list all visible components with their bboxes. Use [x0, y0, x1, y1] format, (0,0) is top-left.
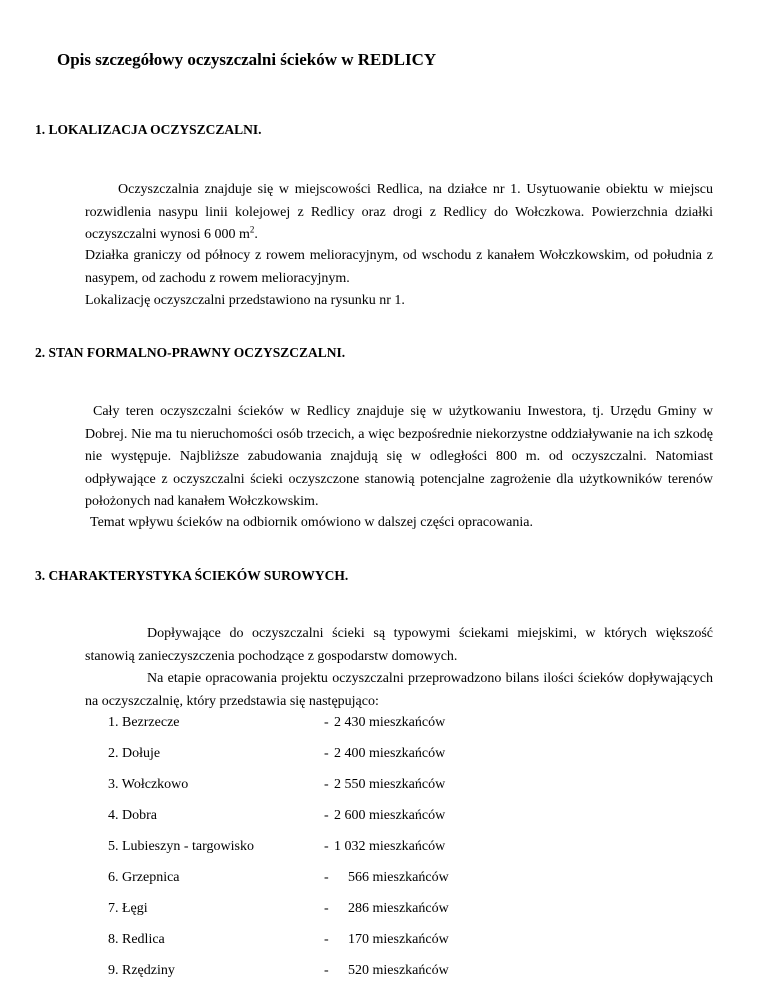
list-item-place: 2. Dołuje — [108, 746, 161, 761]
section-2-paragraph-2: Temat wpływu ścieków na odbiornik omówiono w dalszej części opracowania. — [90, 515, 534, 530]
list-item-dash: - — [324, 932, 329, 947]
section-3-heading: 3. CHARAKTERYSTYKA ŚCIEKÓW SUROWYCH. — [35, 568, 349, 583]
list-item — [108, 745, 508, 763]
section-2-heading: 2. STAN FORMALNO-PRAWNY OCZYSZCZALNI. — [35, 345, 346, 360]
list-item-dash: - — [324, 808, 329, 823]
list-item-place: 7. Łęgi — [108, 901, 148, 916]
list-item-dash: - — [324, 901, 329, 916]
list-item-count: 286 mieszkańców — [348, 901, 449, 916]
list-item-count: 520 mieszkańców — [348, 963, 449, 978]
list-item-count: 2 400 mieszkańców — [334, 746, 446, 761]
list-item-dash: - — [324, 715, 329, 730]
list-item-dash: - — [324, 963, 329, 978]
section-3-paragraph-1: Dopływające do oczyszczalni ścieki są typowymi ściekami miejskimi, w których większość stanowią zanieczyszczenia pochodzące z gospodarstw domowych. — [85, 626, 713, 664]
list-item-count: 2 600 mieszkańców — [334, 808, 446, 823]
area-unit-superscript: 2 — [249, 224, 255, 235]
list-item — [108, 776, 508, 794]
list-item — [108, 900, 508, 918]
list-item-place: 3. Wołczkowo — [108, 777, 189, 792]
list-item-count: 1 032 mieszkańców — [334, 839, 446, 854]
list-item — [108, 714, 508, 732]
section-1-paragraph-2: Działka graniczy od północy z rowem melioracyjnym, od wschodu z kanałem Wołczkowskim, od południa z nasypem, od zachodu z rowem melioracyjnym. — [85, 248, 713, 286]
section-1-paragraph-1 — [85, 179, 713, 247]
list-item-place: 8. Redlica — [108, 932, 165, 947]
list-item-dash: - — [324, 870, 329, 885]
list-item — [108, 869, 508, 887]
list-item-dash: - — [324, 777, 329, 792]
section-3-paragraph-2: Na etapie opracowania projektu oczyszczalni przeprowadzono bilans ilości ścieków dopływających na oczyszczalnię, który przedstawia się następująco: — [85, 671, 713, 709]
list-item-place: 9. Rzędziny — [108, 963, 175, 978]
section-1-paragraph-1-end: . — [254, 227, 258, 242]
list-item-dash: - — [324, 746, 329, 761]
list-item-place: 1. Bezrzecze — [108, 715, 180, 730]
section-2-paragraph-1: Cały teren oczyszczalni ścieków w Redlicy znajduje się w użytkowaniu Inwestora, tj. Urzędu Gminy w Dobrej. Nie ma tu nieruchomości osób trzecich, a więc bezpośrednie niekorzystne oddziaływanie na ich szkodę nie występuje. Najbliższe zabudowania znajdują się w odległości 800 m. od oczyszczalni. Natomiast odpływające z oczyszczalni ścieki oczyszczone stanowią potencjalne zagrożenie dla użytkowników terenów położonych nad kanałem Wołczkowskim. — [85, 404, 713, 509]
list-item-count: 566 mieszkańców — [348, 870, 449, 885]
list-item-place: 5. Lubieszyn - targowisko — [108, 839, 254, 854]
list-item-place: 6. Grzepnica — [108, 870, 180, 885]
list-item-count: 2 550 mieszkańców — [334, 777, 446, 792]
section-1-paragraph-1-text: Oczyszczalnia znajduje się w miejscowości Redlica, na działce nr 1. Usytuowanie obiektu w miejscu rozwidlenia nasypu linii kolejowej z Redlicy oraz drogi z Redlicy do Wołczkowa. Powierzchnia działki oczyszczalni wynosi 6 000 m — [85, 182, 713, 242]
list-item — [108, 838, 508, 856]
list-item-count: 170 mieszkańców — [348, 932, 449, 947]
section-1-paragraph-3: Lokalizację oczyszczalni przedstawiono na rysunku nr 1. — [85, 293, 405, 308]
list-item-dash: - — [324, 839, 329, 854]
list-item — [108, 931, 508, 949]
list-item — [108, 962, 508, 980]
list-item-count: 2 430 mieszkańców — [334, 715, 446, 730]
document-title: Opis szczegółowy oczyszczalni ścieków w REDLICY — [57, 50, 437, 69]
list-item-place: 4. Dobra — [108, 808, 157, 823]
list-item — [108, 807, 508, 825]
section-1-heading: 1. LOKALIZACJA OCZYSZCZALNI. — [35, 122, 262, 137]
